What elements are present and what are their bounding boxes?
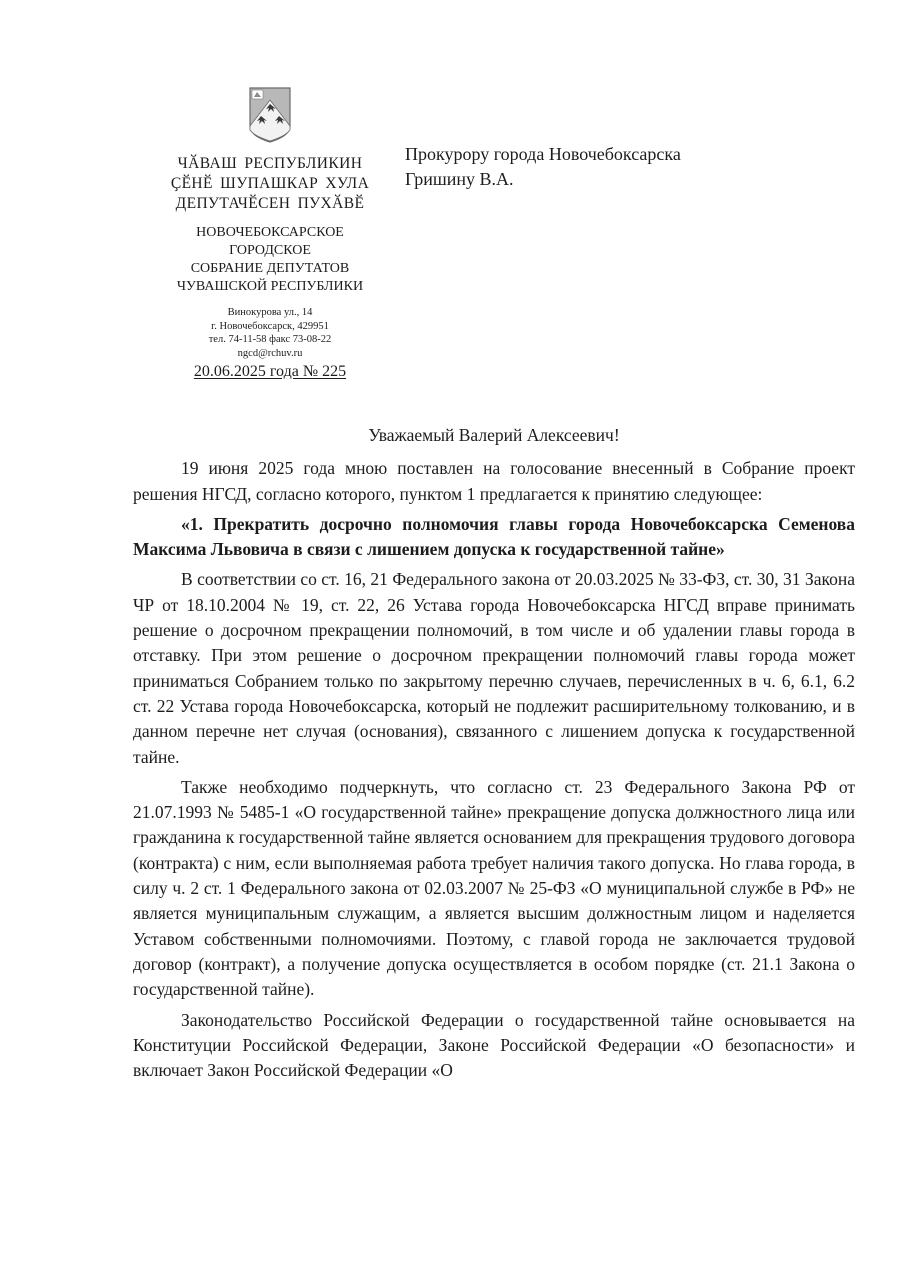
chuvash-org-name	[150, 154, 390, 214]
russian-line: СОБРАНИЕ ДЕПУТАТОВ	[190, 261, 350, 276]
chuvash-line: ҪӖНӖ ШУПАШКАР ХУЛА	[170, 175, 370, 192]
paragraph: Законодательство Российской Федерации о государственной тайне основывается на Конституции Российской Федерации, Законе Российской Федерации «О безопасности» и включает Закон Российской Федерации «О	[133, 1009, 855, 1081]
salutation: Уважаемый Валерий Алексеевич!	[368, 425, 620, 445]
russian-line: ЧУВАШСКОЙ РЕСПУБЛИКИ	[176, 279, 364, 294]
addressee	[405, 142, 681, 192]
chuvash-line: ДЕПУТАЧӖСЕН ПУХӐВӖ	[175, 195, 365, 212]
addressee-position: Прокурору города Новочебоксарска	[405, 144, 681, 164]
quoted-resolution: «1. Прекратить досрочно полномочия главы города Новочебоксарска Семенова Максима Львовича в связи с лишением допуска к государственной тайне»	[133, 513, 855, 560]
letter-body	[133, 423, 855, 1083]
paragraph: 19 июня 2025 года мною поставлен на голосование внесенный в Собрание проект решения НГСД, согласно которого, пунктом 1 предлагается к принятию следующее:	[133, 458, 855, 504]
chuvash-line: ЧӐВАШ РЕСПУБЛИКИН	[177, 155, 363, 172]
coat-of-arms-icon	[248, 86, 292, 144]
address-city: г. Новочебоксарск, 429951	[211, 320, 329, 332]
org-address	[150, 306, 390, 360]
address-email: ngcd@rchuv.ru	[237, 347, 303, 359]
addressee-name: Гришину В.А.	[405, 169, 514, 189]
russian-org-name	[150, 224, 390, 296]
paragraph: Также необходимо подчеркнуть, что согласно ст. 23 Федерального Закона РФ от 21.07.1993 № 5485-1 «О государственной тайне» прекращение допуска должностного лица или гражданина к государственной тайне является основанием для прекращения трудового договора (контракта) с ним, если выполняемая работа требует наличия такого допуска. Но глава города, в силу ч. 2 ст. 1 Федерального закона от 02.03.2007 № 25-ФЗ «О муниципальной службе в РФ» не является муниципальным служащим, а является высшим должностным лицом и наделяется Уставом собственными полномочиями. Поэтому, с главой города не заключается трудовой договор (контракт), а получение допуска осуществляется в особом порядке (ст. 21.1 Закона о государственной тайне).	[133, 776, 855, 1000]
address-phone: тел. 74-11-58 факс 73-08-22	[208, 334, 332, 345]
document-number: 20.06.2025 года № 225	[193, 363, 347, 380]
russian-line: НОВОЧЕБОКСАРСКОЕ	[196, 225, 344, 240]
russian-line: ГОРОДСКОЕ	[229, 243, 311, 258]
address-street: Винокурова ул., 14	[227, 307, 313, 318]
paragraph: В соответствии со ст. 16, 21 Федерального закона от 20.03.2025 № 33-ФЗ, ст. 30, 31 Закона ЧР от 18.10.2004 № 19, ст. 22, 26 Устава города Новочебоксарска НГСД вправе принимать решение о досрочном прекращении полномочий, в том числе и об удалении главы города в отставку. При этом решение о досрочном прекращении полномочий главы города может приниматься Собранием только по закрытому перечню случаев, перечисленных в ч. 6, 6.1, 6.2 ст. 22 Устава города Новочебоксарска, который не подлежит расширительному толкованию, и в данном перечне нет случая (основания), связанного с лишением допуска к государственной тайне.	[133, 569, 855, 767]
letterhead	[150, 86, 390, 382]
